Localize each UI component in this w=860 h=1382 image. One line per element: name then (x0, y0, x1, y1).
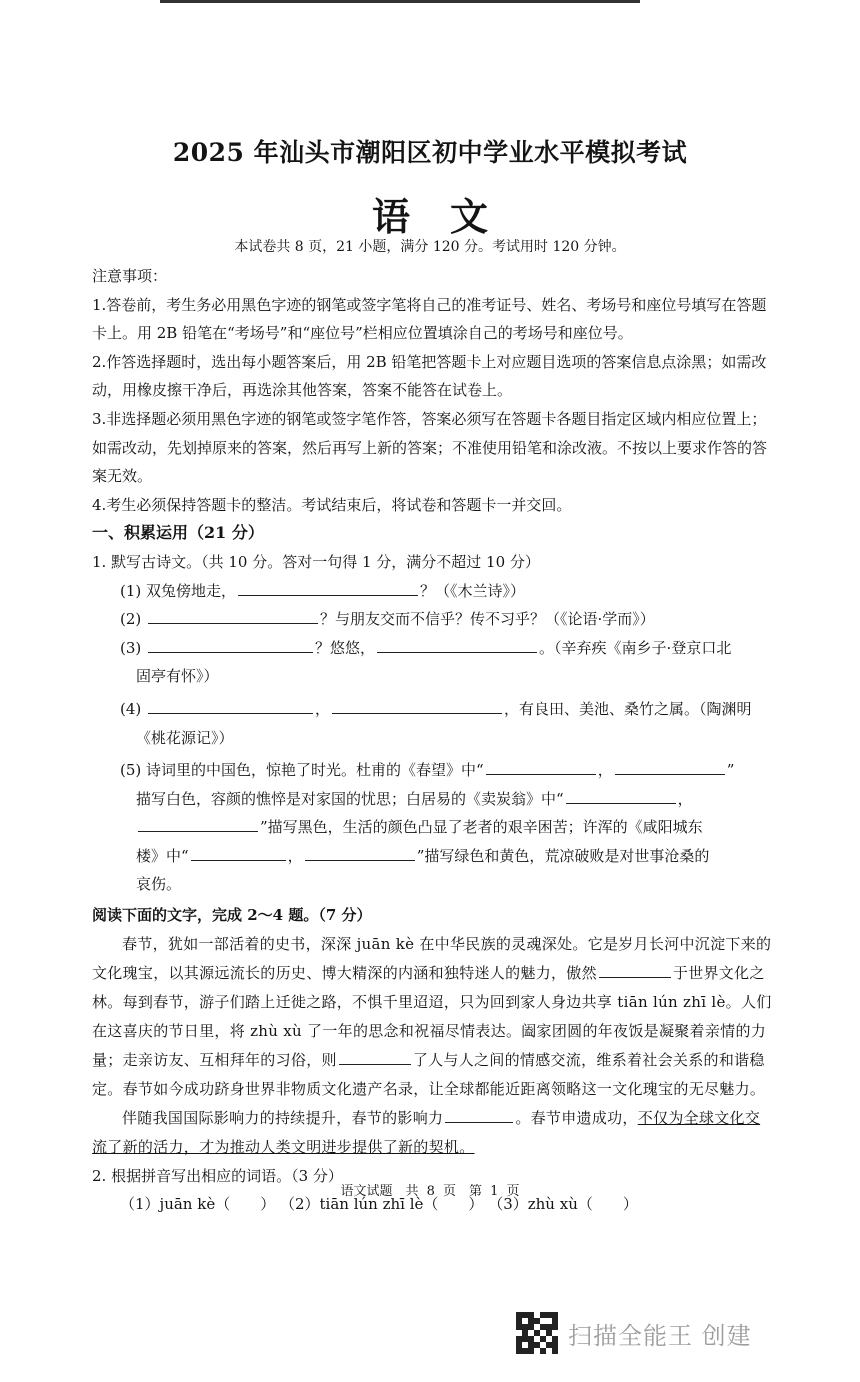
sub-label: (3) (120, 638, 142, 657)
qr-code-icon (516, 1312, 558, 1354)
page-content (92, 262, 772, 1219)
q1-sub-5-line-4: 楼》中“ ， ”描写绿色和黄色，荒凉破败是对世事沧桑的 (92, 842, 772, 871)
sub-label: (4) (120, 699, 142, 718)
q1-sub-5-line-3: ”描写黑色，生活的颜色凸显了老者的艰辛困苦；许浑的《咸阳城东 (92, 813, 772, 842)
sub-label: (5) (120, 761, 142, 780)
q1-sub-1: (1) 双兔傍地走， ？（《木兰诗》） (92, 577, 772, 606)
answer-blank[interactable] (599, 959, 671, 978)
answer-blank[interactable] (238, 577, 418, 596)
q1-sub-5-line-2: 描写白色，容颜的憔悴是对家国的忧思；白居易的《卖炭翁》中“ ， (92, 785, 772, 814)
exam-title: 2025 年汕头市潮阳区初中学业水平模拟考试 (172, 138, 688, 167)
answer-blank[interactable] (138, 813, 258, 832)
question-2-stem: 2. 根据拼音写出相应的词语。（3 分） (92, 1166, 343, 1185)
answer-blank[interactable] (486, 756, 596, 775)
exam-info: 本试卷共 8 页，21 小题，满分 120 分。考试用时 120 分钟。 (234, 239, 626, 255)
watermark-text: 扫描全能王 创建 (568, 1321, 752, 1350)
answer-blank[interactable] (191, 842, 286, 861)
notice-item-1: 1.答卷前，考生务必用黑色字迹的钢笔或签字笔将自己的准考证号、姓名、考场号和座位号填写在答题卡上。用 2B 铅笔在“考场号”和“座位号”栏相应位置填涂自己的考场号和座位号。 (92, 295, 767, 343)
q1-sub-4-cont: 《桃花源记》） (136, 728, 234, 747)
answer-blank[interactable] (148, 695, 313, 714)
subject-title: 语文 (371, 194, 528, 239)
answer-blank[interactable] (332, 695, 502, 714)
answer-blank[interactable] (566, 785, 676, 804)
reading-paragraph-1: 春节，犹如一部活着的史书，深深 juān kè 在中华民族的灵魂深处。它是岁月长河中沉淀下来的文化瑰宝，以其源远流长的历史、博大精深的内涵和独特迷人的魅力，傲然 于世界文化之林。每到春节，游子们踏上迁徙之路，不惧千里迢迢，只为回到家人身边共享 tiān lún zhī lè。人们在这喜庆的节日里，将 zhù xù 了一年的思念和祝福尽情表达。阖家团圆的年夜饭是凝聚着亲情的力量；走亲访友、互相拜年的习俗，则 了人与人之间的情感交流，维系着社会关系的和谐稳定。春节如今成功跻身世界非物质文化遗产名录，让全球都能近距离领略这一文化瑰宝的无尽魅力。 (92, 934, 772, 1098)
answer-blank[interactable] (445, 1104, 513, 1123)
answer-blank[interactable] (615, 756, 725, 775)
answer-blank[interactable] (148, 605, 318, 624)
q2-item-1: （1）juān kè（ ） (120, 1195, 276, 1214)
question-1-stem: 1. 默写古诗文。（共 10 分。答对一句得 1 分，满分不超过 10 分） (92, 552, 540, 571)
q1-sub-4: (4) ， ，有良田、美池、桑竹之属。（陶渊明 (92, 695, 772, 724)
answer-blank[interactable] (339, 1046, 411, 1065)
answer-blank[interactable] (305, 842, 415, 861)
notice-heading: 注意事项： (92, 267, 168, 285)
section-1-title: 一、积累运用（21 分） (92, 523, 264, 543)
sub-label: (1) (120, 581, 142, 600)
q2-item-3: （3）zhù xù（ ） (488, 1195, 638, 1214)
notice-item-4: 4.考生必须保持答题卡的整洁。考试结束后，将试卷和答题卡一并交回。 (92, 495, 572, 514)
notice-item-3: 3.非选择题必须用黑色字迹的钢笔或签字笔作答，答案必须写在答题卡各题目指定区域内相应位置上；如需改动，先划掉原来的答案，然后再写上新的答案；不准使用铅笔和涂改液。不按以上要求作答的答案无效。 (92, 409, 768, 486)
notice-item-2: 2.作答选择题时，选出每小题答案后，用 2B 铅笔把答题卡上对应题目选项的答案信息点涂黑；如需改动，用橡皮擦干净后，再选涂其他答案，答案不能答在试卷上。 (92, 352, 767, 400)
q2-item-2: （2）tiān lún zhī lè（ ） (279, 1195, 484, 1214)
scanner-watermark (516, 1312, 752, 1354)
answer-blank[interactable] (377, 634, 537, 653)
sub-label: (2) (120, 610, 142, 629)
q1-sub-2: (2) ？与朋友交而不信乎？传不习乎？（《论语·学而》） (92, 605, 772, 634)
underlined-sentence: 不仅为全球文化交流了新的活力，才为推动人类文明进步提供了新的契机。 (92, 1108, 761, 1156)
q1-sub-5: (5) 诗词里的中国色，惊艳了时光。杜甫的《春望》中“ ， ” (92, 756, 772, 785)
q1-sub-5-line-5: 哀伤。 (136, 875, 182, 894)
q1-sub-3-cont: 固亭有怀》） (136, 667, 219, 686)
reading-heading: 阅读下面的文字，完成 2～4 题。（7 分） (92, 906, 372, 925)
page-footer: 语文试题 共 8 页 第 1 页 (340, 1184, 520, 1199)
answer-blank[interactable] (148, 634, 313, 653)
reading-paragraph-2: 伴随我国国际影响力的持续提升，春节的影响力 。春节申遗成功，不仅为全球文化交流了新的活力，才为推动人类文明进步提供了新的契机。 (92, 1104, 772, 1162)
q1-sub-3: (3) ？悠悠， 。（辛弃疾《南乡子·登京口北 (92, 634, 772, 663)
top-edge-line (160, 0, 640, 3)
